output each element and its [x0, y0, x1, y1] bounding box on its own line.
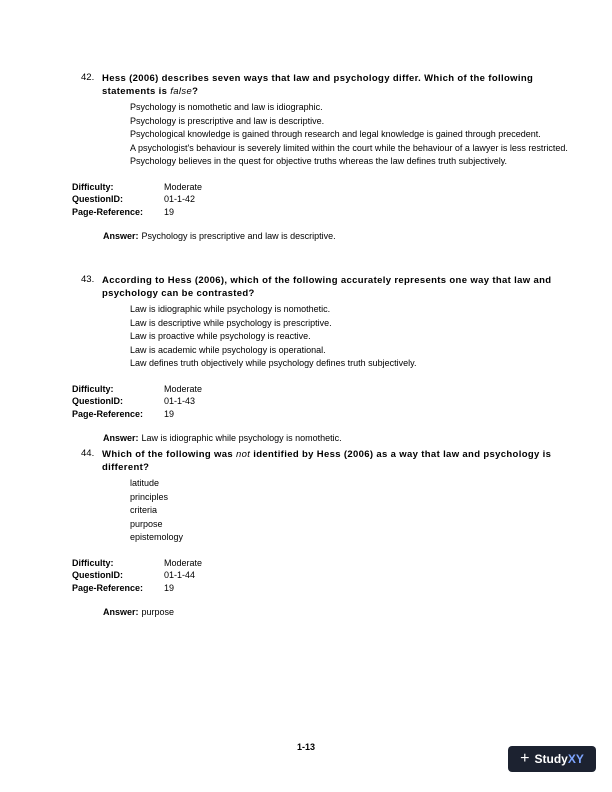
question-number: 44. [81, 448, 95, 459]
question-id-label: QuestionID: [72, 396, 123, 406]
option: latitude [130, 478, 160, 488]
page-reference-label: Page-Reference: [72, 206, 144, 217]
question-text: According to Hess (2006), which of the following accurately represents one way that law and psychology can be contrasted? [102, 275, 552, 299]
option: Law is idiographic while psychology is nomothetic. [130, 304, 331, 314]
page-reference-label: Page-Reference: [72, 408, 144, 419]
question-stem [72, 72, 572, 98]
question-text: Which of the following was not identified by Hess (2006) as a way that law and psychology is different? [102, 449, 552, 473]
page-reference-label: Page-Reference: [72, 582, 144, 593]
question-metadata [72, 557, 572, 595]
answer-value: purpose [141, 607, 175, 617]
answer-value: Psychology is prescriptive and law is descriptive. [141, 231, 336, 241]
answer [72, 432, 572, 444]
question-metadata [72, 181, 572, 219]
question-stem [72, 274, 572, 300]
question-id-label: QuestionID: [72, 570, 123, 580]
question-number: 43. [81, 274, 95, 285]
option: principles [130, 491, 169, 502]
question-number: 42. [81, 72, 95, 83]
studyxy-badge[interactable] [508, 746, 596, 772]
question-43 [72, 274, 572, 444]
question-44 [72, 448, 572, 618]
question-42 [72, 72, 572, 242]
question-id-value: 01-1-42 [164, 194, 196, 204]
answer-label: Answer: [103, 433, 139, 443]
option: Psychological knowledge is gained through research and legal knowledge is gained through precedent. [130, 129, 541, 139]
difficulty-value: Moderate [164, 557, 203, 568]
option: Law is proactive while psychology is reactive. [130, 331, 311, 341]
question-id-label: QuestionID: [72, 194, 123, 204]
page-reference-value: 19 [164, 582, 175, 593]
question-text: Hess (2006) describes seven ways that law and psychology differ. Which of the following statements is false? [102, 73, 534, 97]
difficulty-label: Difficulty: [72, 557, 114, 568]
page-number: 1-13 [296, 742, 315, 752]
option: Psychology is prescriptive and law is descriptive. [130, 115, 325, 126]
option: Law is academic while psychology is operational. [130, 344, 326, 355]
option: epistemology [130, 532, 184, 542]
question-stem [72, 448, 572, 474]
difficulty-label: Difficulty: [72, 383, 114, 394]
option: Law is descriptive while psychology is prescriptive. [130, 317, 332, 328]
answer [72, 230, 572, 242]
plus-icon: + [520, 750, 530, 767]
difficulty-value: Moderate [164, 383, 203, 394]
difficulty-label: Difficulty: [72, 181, 114, 192]
option: A psychologist's behaviour is severely limited within the court while the behaviour of a lawyer is less restricted. [130, 142, 568, 153]
answer [72, 606, 572, 618]
question-id-value: 01-1-43 [164, 396, 196, 406]
option: Law defines truth objectively while psychology defines truth subjectively. [130, 358, 417, 368]
question-metadata [72, 383, 572, 421]
option: Psychology believes in the quest for objective truths whereas the law defines truth subjectively. [130, 156, 508, 166]
page-reference-value: 19 [164, 408, 175, 419]
answer-label: Answer: [103, 231, 139, 241]
answer-options [130, 477, 572, 545]
answer-label: Answer: [103, 607, 139, 617]
brand-name: StudyXY [534, 752, 584, 766]
option: criteria [130, 505, 158, 515]
option: purpose [130, 518, 163, 529]
answer-options [130, 303, 572, 371]
answer-value: Law is idiographic while psychology is nomothetic. [141, 433, 342, 443]
answer-options [130, 101, 572, 169]
question-id-value: 01-1-44 [164, 570, 196, 580]
difficulty-value: Moderate [164, 181, 203, 192]
page-reference-value: 19 [164, 206, 175, 217]
option: Psychology is nomothetic and law is idiographic. [130, 102, 323, 112]
